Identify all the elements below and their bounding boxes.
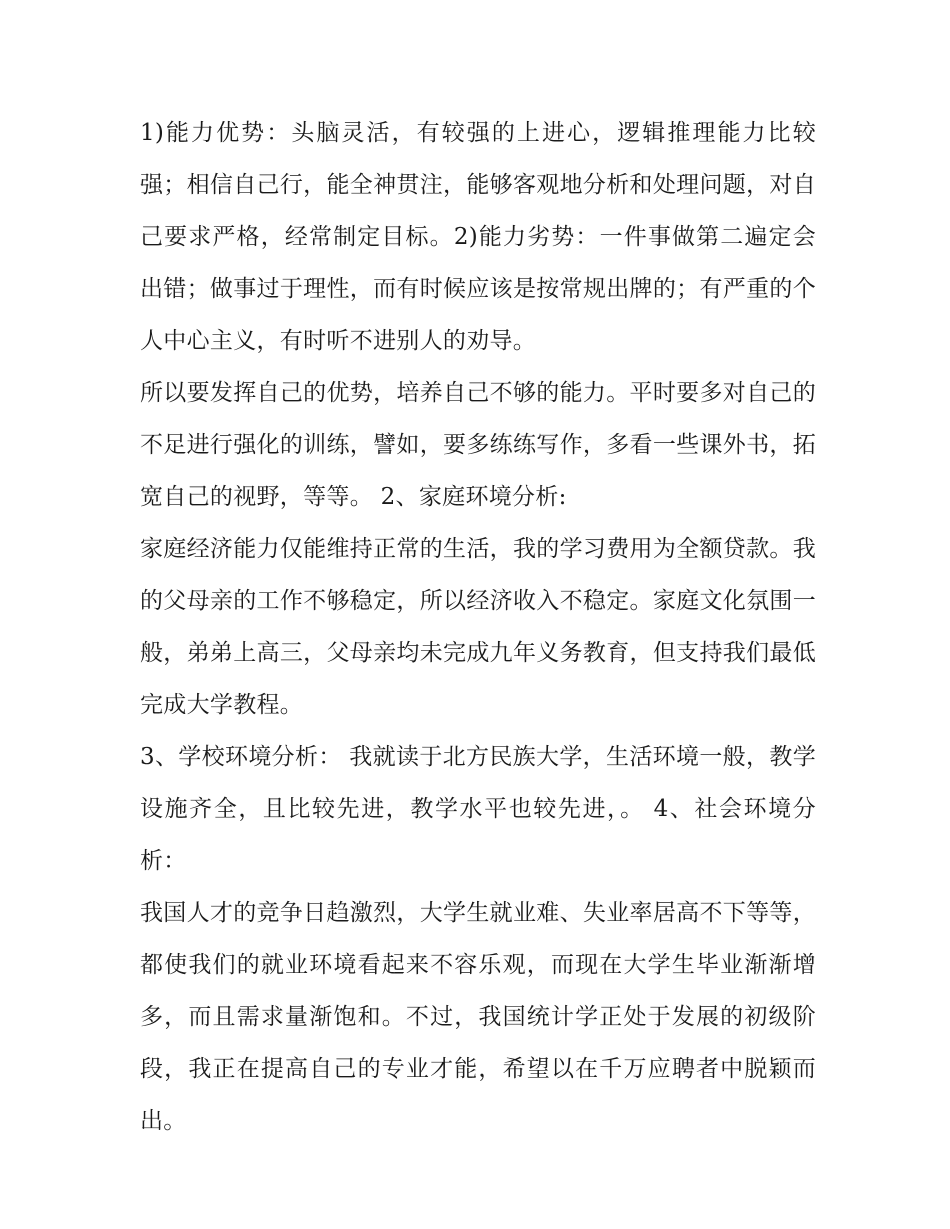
paragraph-family-environment: 家庭经济能力仅能维持正常的生活，我的学习费用为全额贷款。我的父母亲的工作不够稳定，所以经济收入不稳定。家庭文化氛围一般，弟弟上高三，父母亲均未完成九年义务教育，但支持我们最低完成大学教程。 xyxy=(140,536,816,718)
document-body xyxy=(140,107,816,1147)
paragraph-social-environment: 我国人才的竞争日趋激烈，大学生就业难、失业率居高不下等等，都使我们的就业环境看起来不容乐观，而现在大学生毕业渐渐增多，而且需求量渐饱和。不过，我国统计学正处于发展的初级阶段，我正在提高自己的专业才能，希望以在千万应聘者中脱颖而出。 xyxy=(140,900,816,1134)
paragraph-school-environment: 3、学校环境分析： 我就读于北方民族大学，生活环境一般，教学设施齐全，且比较先进，教学水平也较先进，。 4、社会环境分析： xyxy=(140,744,816,874)
paragraph-improvement: 所以要发挥自己的优势，培养自己不够的能力。平时要多对自己的不足进行强化的训练，譬如，要多练练写作，多看一些课外书，拓宽自己的视野，等等。 2、家庭环境分析: xyxy=(140,380,816,510)
paragraph-abilities: 1)能力优势：头脑灵活，有较强的上进心，逻辑推理能力比较强；相信自己行，能全神贯注，能够客观地分析和处理问题，对自己要求严格，经常制定目标。2)能力劣势：一件事做第二遍定会出错；做事过于理性，而有时候应该是按常规出牌的；有严重的个人中心主义，有时听不进别人的劝导。 xyxy=(140,120,816,354)
